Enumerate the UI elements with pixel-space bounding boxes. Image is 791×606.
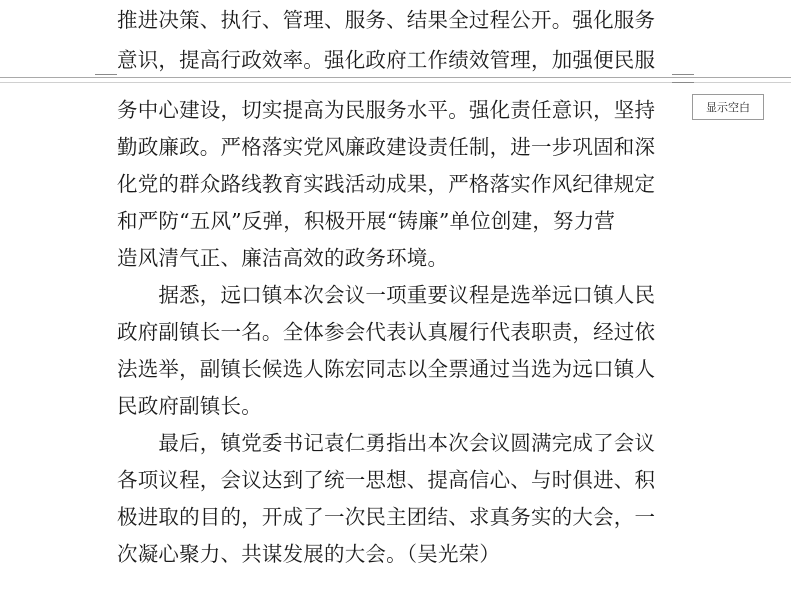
text-line: 和严防“五风”反弹，积极开展“铸廉”单位创建，努力营 xyxy=(117,209,616,233)
text-line: 据悉，远口镇本次会议一项重要议程是选举远口镇人民 xyxy=(117,283,656,307)
text-line: 勤政廉政。严格落实党风廉政建设责任制，进一步巩固和深 xyxy=(117,135,656,159)
text-line: 政府副镇长一名。全体参会代表认真履行代表职责，经过依 xyxy=(117,320,656,344)
text-line: 推进决策、执行、管理、服务、结果全过程公开。强化服务 xyxy=(117,8,656,32)
text-line: 造风清气正、廉洁高效的政务环境。 xyxy=(117,246,449,270)
page-corner-mark xyxy=(672,74,694,83)
show-whitespace-button[interactable]: 显示空白 xyxy=(692,94,764,120)
text-line: 极进取的目的，开成了一次民主团结、求真务实的大会，一 xyxy=(117,505,656,529)
text-line: 民政府副镇长。 xyxy=(117,394,262,418)
text-line: 各项议程，会议达到了统一思想、提高信心、与时俱进、积 xyxy=(117,468,656,492)
text-line: 务中心建设，切实提高为民服务水平。强化责任意识，坚持 xyxy=(117,98,656,122)
text-line: 意识，提高行政效率。强化政府工作绩效管理，加强便民服 xyxy=(117,48,656,72)
text-line: 次凝心聚力、共谋发展的大会。（吴光荣） xyxy=(117,542,501,566)
text-line: 最后，镇党委书记袁仁勇指出本次会议圆满完成了会议 xyxy=(117,431,656,455)
text-line: 法选举，副镇长候选人陈宏同志以全票通过当选为远口镇人 xyxy=(117,357,656,381)
text-line: 化党的群众路线教育实践活动成果，严格落实作风纪律规定 xyxy=(117,172,656,196)
